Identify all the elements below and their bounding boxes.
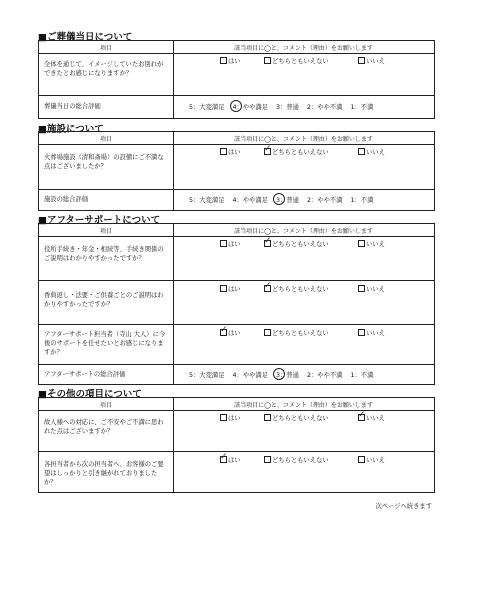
question-text: 各担当者から次の担当者へ、お客様のご要望はしっかりと引き継がれておりましたか？	[44, 461, 164, 486]
header-item: 項目	[99, 45, 112, 52]
section-title-funeral-day: ■ご葬儀当日について	[38, 32, 133, 43]
checkbox[interactable]	[264, 329, 271, 336]
rating-option-4[interactable]: 4：やや満足	[232, 372, 269, 379]
choice-neutral[interactable]: どちらともいえない	[264, 413, 329, 422]
check-mark-icon: ✓	[264, 280, 272, 291]
continue-note: 次ページへ続きます	[375, 503, 432, 510]
rating-option-4[interactable]: 4：やや満足	[232, 197, 269, 204]
checkbox[interactable]	[358, 285, 365, 292]
choice-yes[interactable]: はい	[220, 239, 241, 248]
checkbox[interactable]	[264, 414, 271, 421]
question-row	[39, 325, 434, 365]
rating-row	[39, 96, 434, 118]
checkbox[interactable]	[358, 57, 365, 64]
question-row	[39, 144, 434, 190]
rating-option-3[interactable]: 3：普通	[276, 104, 299, 111]
question-text: 故人様への対応に、ご不安やご不満に思われた点はございますか？	[44, 419, 164, 435]
question-row	[39, 236, 434, 281]
checkbox[interactable]	[358, 329, 365, 336]
choice-yes[interactable]: ✓ はい	[220, 324, 241, 337]
question-row	[39, 452, 434, 492]
choice-neutral[interactable]: どちらともいえない	[264, 328, 329, 337]
question-text: アフターサポート担当者（寺山 大人）に今後のサポートを任せたいとお感じになりますか？	[44, 331, 166, 356]
section-title-other: ■その他の項目について	[38, 389, 142, 400]
rating-option-1[interactable]: 1：不満	[350, 104, 374, 111]
checkbox[interactable]	[264, 280, 272, 292]
header-item: 項目	[99, 402, 112, 409]
check-mark-icon: ✓	[358, 409, 366, 420]
section-title-after-support: ■アフターサポートについて	[38, 215, 161, 226]
rating-option-5[interactable]: 5：大変満足	[189, 104, 225, 111]
checkbox[interactable]	[264, 235, 272, 247]
choice-neutral[interactable]: ✓ どちらともいえない	[264, 280, 329, 293]
selection-circle	[273, 368, 285, 380]
choice-yes[interactable]: はい	[220, 147, 241, 156]
checkbox[interactable]	[358, 409, 366, 421]
checkbox[interactable]	[220, 240, 227, 247]
rating-label: 施設の総合評価	[44, 196, 89, 203]
checkbox[interactable]	[358, 240, 365, 247]
rating-option-1[interactable]: 1：不満	[350, 372, 374, 379]
rating-option-2[interactable]: 2：やや不満	[306, 372, 343, 379]
question-row	[39, 281, 434, 325]
rating-scale	[189, 370, 379, 379]
checkbox[interactable]	[220, 285, 227, 292]
choice-yes[interactable]: はい	[220, 284, 241, 293]
section-title-facility: ■施設について	[38, 124, 104, 135]
choice-no[interactable]: いいえ	[358, 147, 385, 156]
checkbox[interactable]	[358, 148, 365, 155]
header-answer: 該当項目に◯と、コメント（理由）をお願いします	[234, 136, 373, 143]
choice-neutral[interactable]: どちらともいえない	[264, 455, 329, 464]
check-mark-icon: ✓	[264, 235, 272, 246]
choice-neutral[interactable]: どちらともいえない	[264, 56, 329, 65]
checkbox[interactable]	[220, 148, 227, 155]
question-row	[39, 410, 434, 452]
check-mark-icon: ✓	[264, 143, 272, 154]
choice-neutral[interactable]: ✓ どちらともいえない	[264, 143, 329, 156]
selection-circle	[230, 100, 242, 112]
header-answer: 該当項目に◯と、コメント（理由）をお願いします	[234, 45, 373, 52]
question-row	[39, 53, 434, 96]
choice-neutral[interactable]: ✓ どちらともいえない	[264, 235, 329, 248]
checkbox[interactable]	[358, 456, 365, 463]
section-table-funeral-day	[38, 40, 435, 119]
header-item: 項目	[99, 136, 112, 143]
question-text: 火葬場施設（清和斎場）の設備にご不満な点はございましたか？	[44, 154, 164, 170]
checkbox[interactable]	[220, 451, 228, 463]
header-answer: 該当項目に◯と、コメント（理由）をお願いします	[234, 402, 373, 409]
choice-no[interactable]: いいえ	[358, 284, 385, 293]
rating-row	[39, 190, 434, 210]
checkbox[interactable]	[264, 456, 271, 463]
question-text: 香典返し・法要・ご供養ごとのご説明はわかりやすかったですか？	[44, 292, 164, 308]
choice-yes[interactable]: はい	[220, 56, 241, 65]
rating-label: 葬儀当日の総合評価	[44, 103, 101, 110]
check-mark-icon: ✓	[220, 324, 228, 335]
selection-circle	[273, 193, 285, 205]
rating-option-5[interactable]: 5：大変満足	[189, 197, 225, 204]
checkbox[interactable]	[220, 57, 227, 64]
rating-scale	[189, 102, 379, 111]
choice-yes[interactable]: ✓ はい	[220, 451, 241, 464]
header-answer: 該当項目に◯と、コメント（理由）をお願いします	[234, 228, 373, 235]
choice-yes[interactable]: はい	[220, 413, 241, 422]
choice-no[interactable]: いいえ	[358, 328, 385, 337]
rating-scale	[189, 195, 379, 204]
rating-option-2[interactable]: 2：やや不満	[306, 197, 343, 204]
rating-option-3[interactable]: 3：普通	[276, 370, 299, 379]
choice-no[interactable]: いいえ	[358, 455, 385, 464]
check-mark-icon: ✓	[220, 451, 228, 462]
header-item: 項目	[99, 228, 112, 235]
rating-row	[39, 365, 434, 384]
section-table-after-support	[38, 223, 435, 385]
question-text: 役所手続き・年金・相続等、手続き関係のご説明はわかりやすかったですか？	[44, 246, 164, 262]
checkbox[interactable]	[264, 143, 272, 155]
section-table-facility	[38, 131, 435, 211]
rating-label: アフターサポートの総合評価	[44, 371, 126, 378]
checkbox[interactable]	[264, 57, 271, 64]
question-text: 全体を通じて、イメージしていたお別れができたとお感じになりますか？	[44, 61, 164, 77]
checkbox[interactable]	[220, 324, 228, 336]
choice-no[interactable]: いいえ	[358, 56, 385, 65]
checkbox[interactable]	[220, 414, 227, 421]
rating-option-3[interactable]: 3：普通	[276, 195, 299, 204]
rating-option-2[interactable]: 2：やや不満	[306, 104, 343, 111]
rating-option-4[interactable]: 4：やや満足	[233, 102, 269, 111]
choice-no[interactable]: ✓ いいえ	[358, 409, 385, 422]
rating-option-5[interactable]: 5：大変満足	[189, 372, 225, 379]
rating-option-1[interactable]: 1：不満	[350, 197, 374, 204]
section-table-other	[38, 397, 435, 493]
choice-no[interactable]: いいえ	[358, 239, 385, 248]
